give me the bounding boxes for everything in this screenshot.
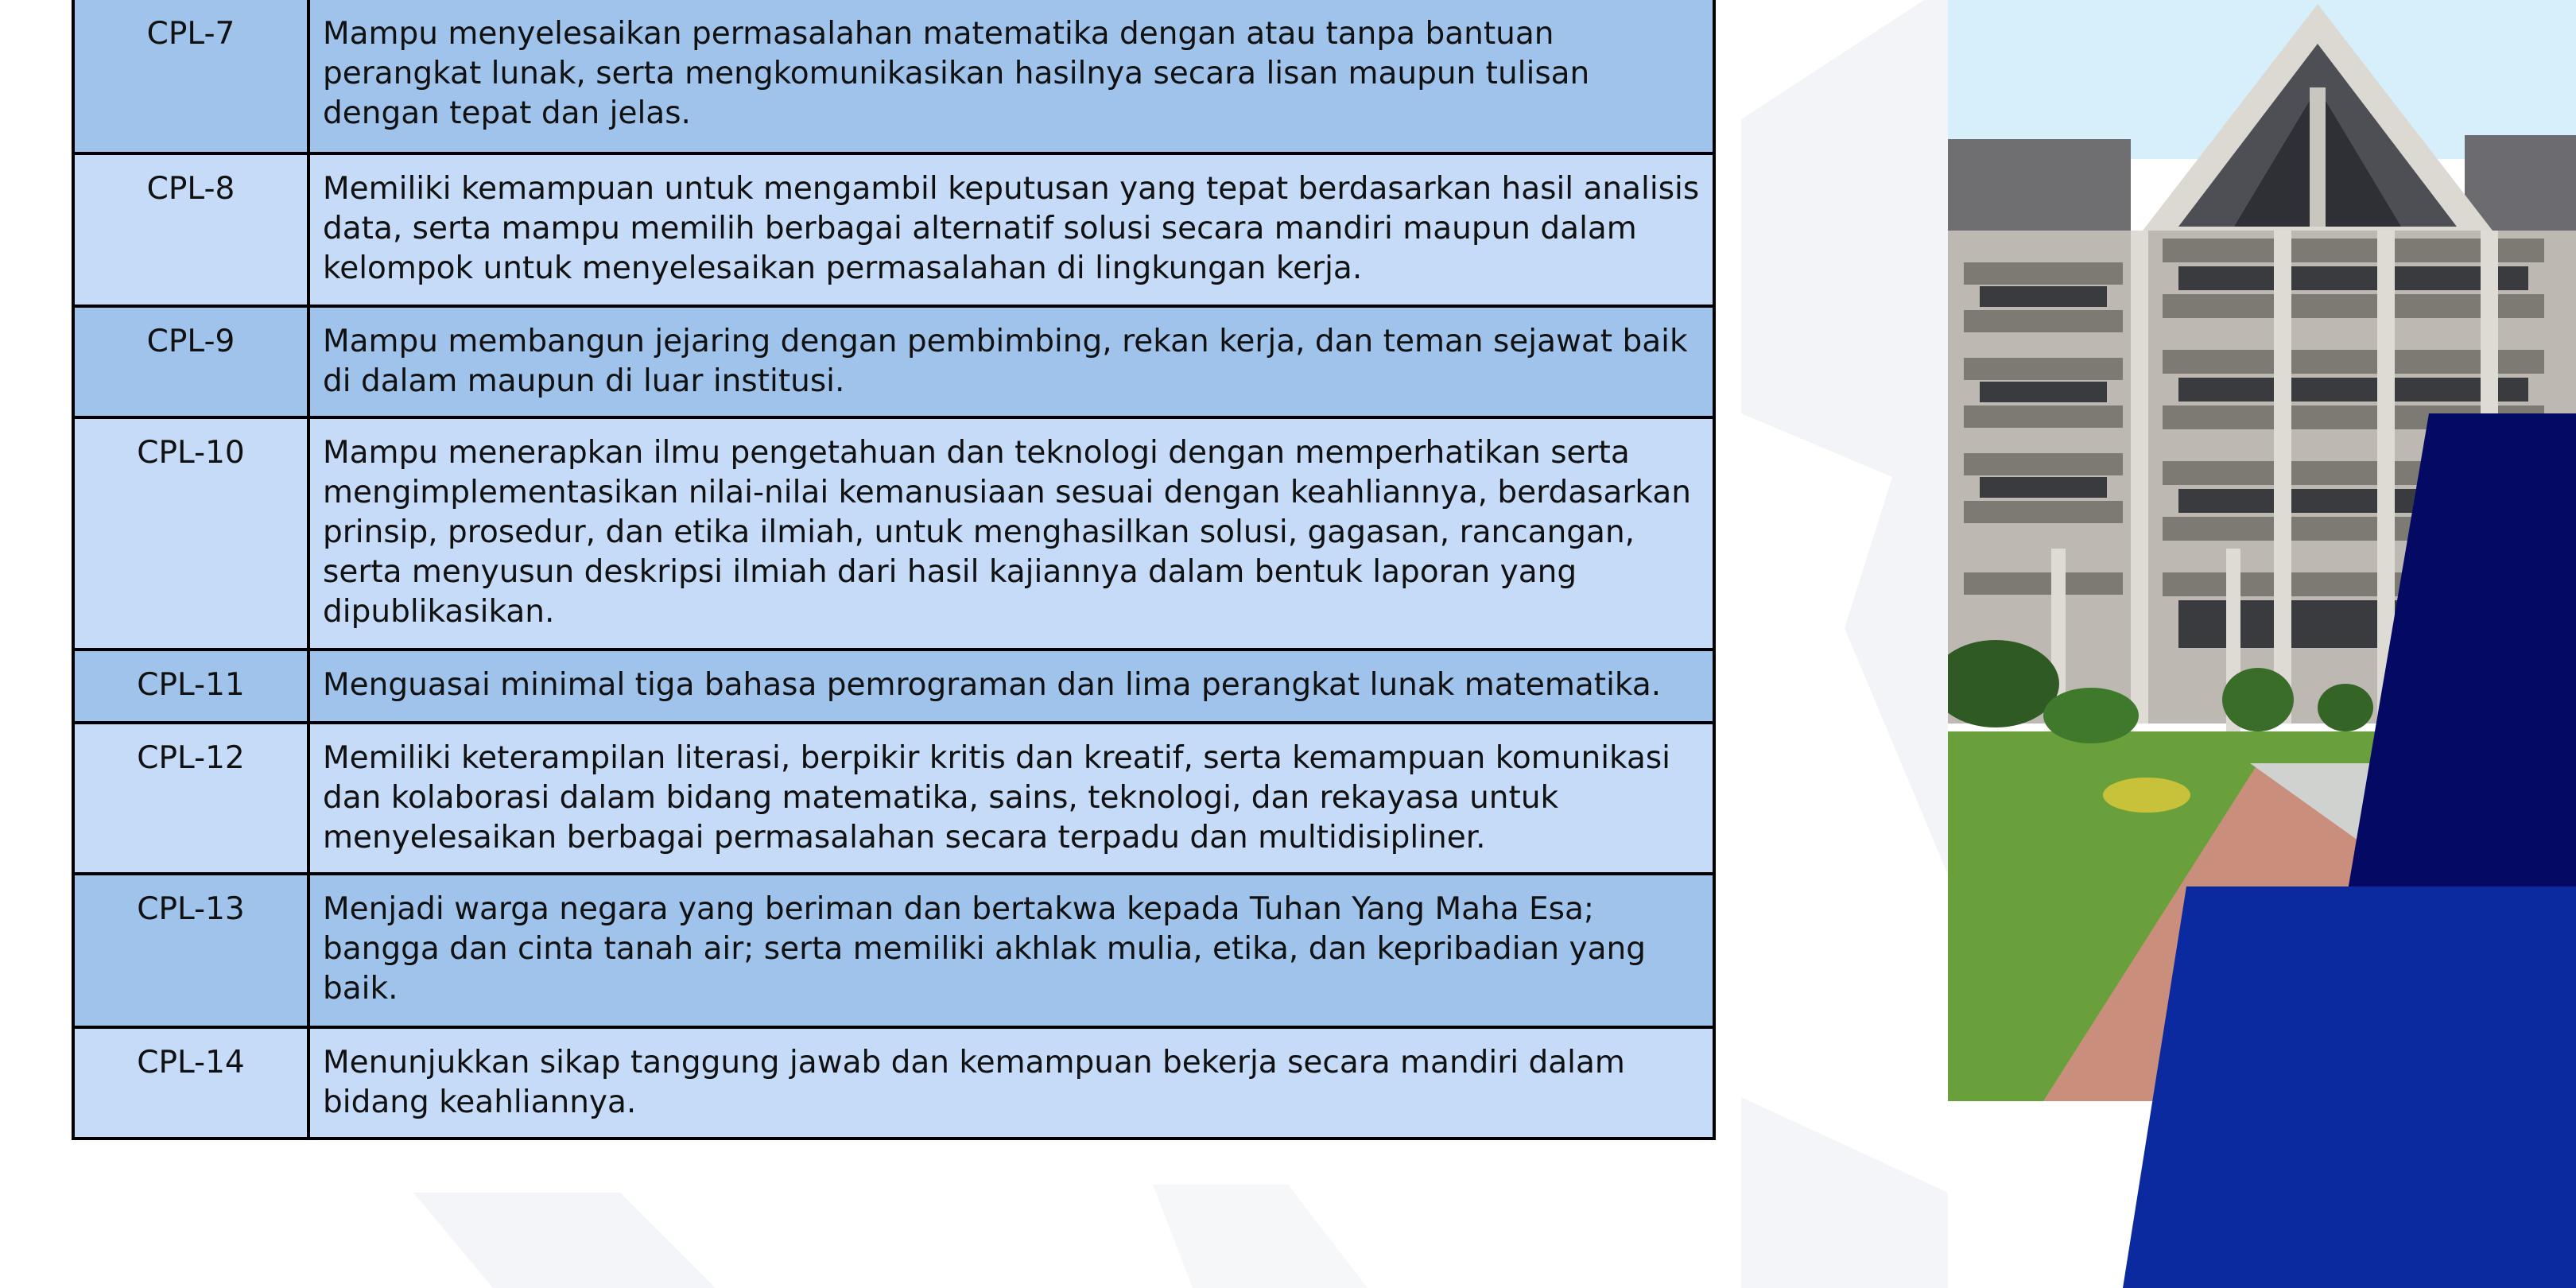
navy-parallelogram xyxy=(2348,413,2576,890)
cpl-code: CPL-14 xyxy=(73,1027,308,1139)
cpl-description: Mampu menerapkan ilmu pengetahuan dan teknologi dengan memperhatikan serta mengimplementasikan nilai-nilai kemanusiaan sesuai dengan keahliannya, berdasarkan prinsip, prosedur, dan etika ilmiah, untuk menghasilkan solusi, gagasan, rancangan, serta menyusun deskripsi ilmiah dari hasil kajiannya dalam bentuk laporan yang dipublikasikan. xyxy=(308,417,1714,650)
cpl-code: CPL-8 xyxy=(73,153,308,306)
cpl-description: Memiliki kemampuan untuk mengambil keputusan yang tepat berdasarkan hasil analisis data, serta mampu memilih berbagai alternatif solusi secara mandiri maupun dalam kelompok untuk menyelesaikan permasalahan di lingkungan kerja. xyxy=(308,153,1714,306)
cpl-description: Menjadi warga negara yang beriman dan bertakwa kepada Tuhan Yang Maha Esa; bangga dan cinta tanah air; serta memiliki akhlak mulia, etika, dan kepribadian yang baik. xyxy=(308,874,1714,1027)
cpl-description: Memiliki keterampilan literasi, berpikir kritis dan kreatif, serta kemampuan komunikasi dan kolaborasi dalam bidang matematika, sains, teknologi, dan rekayasa untuk menyelesaikan berbagai permasalahan secara terpadu dan multidisipliner. xyxy=(308,723,1714,874)
cpl-code: CPL-11 xyxy=(73,650,308,723)
cpl-code: CPL-9 xyxy=(73,306,308,417)
cpl-description: Menguasai minimal tiga bahasa pemrograman dan lima perangkat lunak matematika. xyxy=(308,650,1714,723)
cpl-code: CPL-12 xyxy=(73,723,308,874)
cpl-code: CPL-13 xyxy=(73,874,308,1027)
cpl-description: Mampu menyelesaikan permasalahan matematika dengan atau tanpa bantuan perangkat lunak, serta mengkomunikasikan hasilnya secara lisan maupun tulisan dengan tepat dan jelas. xyxy=(308,0,1714,153)
cpl-code: CPL-10 xyxy=(73,417,308,650)
cpl-description: Mampu membangun jejaring dengan pembimbing, rekan kerja, dan teman sejawat baik di dalam maupun di luar institusi. xyxy=(308,306,1714,417)
royal-blue-parallelogram xyxy=(2123,886,2576,1288)
cpl-description: Menunjukkan sikap tanggung jawab dan kemampuan bekerja secara mandiri dalam bidang keahliannya. xyxy=(308,1027,1714,1139)
cpl-code: CPL-7 xyxy=(73,0,308,153)
